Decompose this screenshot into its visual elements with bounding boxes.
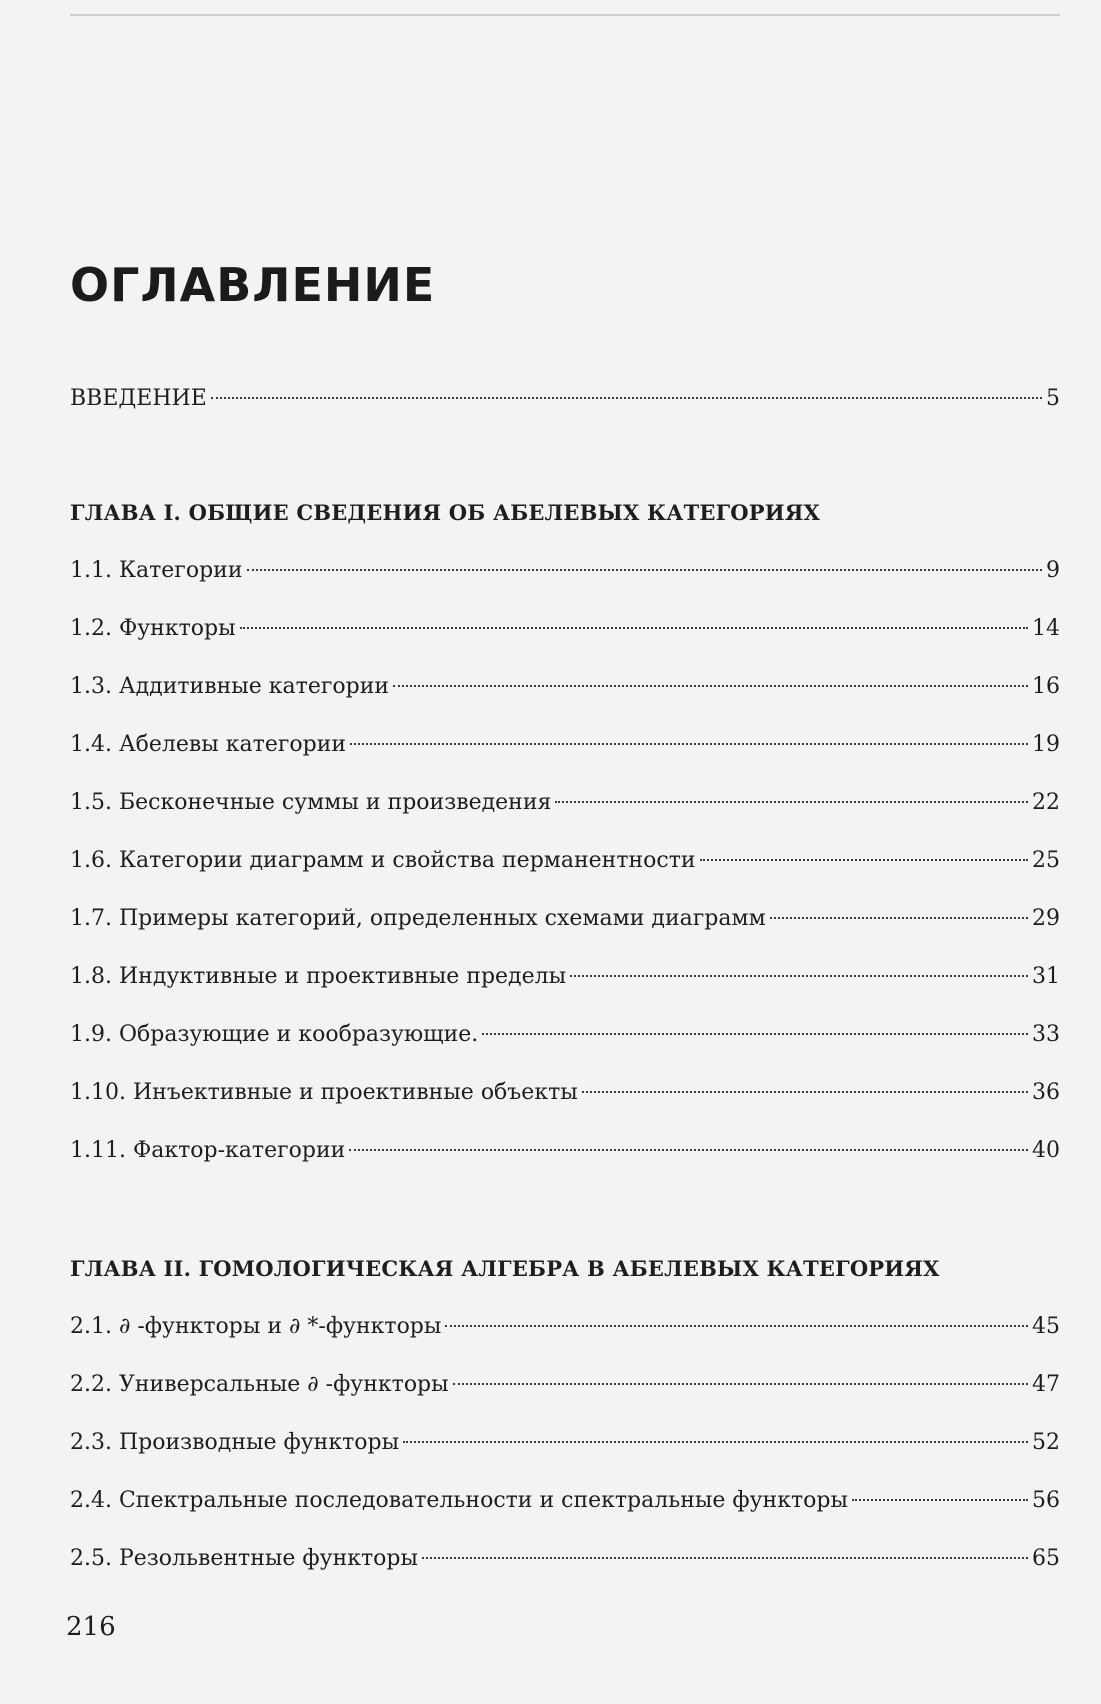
toc-entry — [70, 902, 1060, 936]
toc-entry — [70, 1134, 1060, 1168]
page-number: 216 — [66, 1612, 116, 1642]
toc-entry-page: 56 — [1032, 1488, 1060, 1513]
chapter-heading-1: ГЛАВА I. ОБЩИЕ СВЕДЕНИЯ ОБ АБЕЛЕВЫХ КАТЕГОРИЯХ — [70, 500, 821, 525]
toc-entry-label: 2.3. Производные функторы — [70, 1430, 400, 1455]
toc-entry — [70, 1018, 1060, 1052]
toc-entry-intro — [70, 382, 1060, 416]
toc-entry — [70, 960, 1060, 994]
dot-leader — [482, 1033, 1028, 1035]
dot-leader — [770, 917, 1028, 919]
toc-entry — [70, 1484, 1060, 1518]
toc-entry-page: 33 — [1032, 1022, 1060, 1047]
toc-entry — [70, 1076, 1060, 1110]
dot-leader — [453, 1383, 1028, 1385]
dot-leader — [422, 1557, 1028, 1559]
toc-entry-page: 16 — [1032, 674, 1060, 699]
toc-entry-page: 40 — [1032, 1138, 1060, 1163]
toc-entry-label: 2.1. ∂ -функторы и ∂ *-функторы — [70, 1314, 442, 1339]
toc-entry-label: 1.7. Примеры категорий, определенных схемами диаграмм — [70, 906, 766, 931]
toc-entry — [70, 612, 1060, 646]
toc-entry-label: 2.4. Спектральные последовательности и спектральные функторы — [70, 1488, 848, 1513]
toc-entry — [70, 844, 1060, 878]
toc-entry-label: 2.2. Универсальные ∂ -функторы — [70, 1372, 449, 1397]
toc-entry — [70, 728, 1060, 762]
toc-entry-page: 19 — [1032, 732, 1060, 757]
toc-entry — [70, 1368, 1060, 1402]
toc-entry-label: 2.5. Резольвентные функторы — [70, 1546, 419, 1571]
toc-entry-page: 25 — [1032, 848, 1060, 873]
dot-leader — [570, 975, 1028, 977]
toc-entry-page: 52 — [1032, 1430, 1060, 1455]
toc-entry — [70, 1542, 1060, 1576]
toc-entry — [70, 1310, 1060, 1344]
toc-entry-label: 1.10. Инъективные и проективные объекты — [70, 1080, 578, 1105]
toc-entry — [70, 786, 1060, 820]
toc-entry-page: 31 — [1032, 964, 1060, 989]
toc-entry — [70, 1426, 1060, 1460]
toc-entry-page: 14 — [1032, 616, 1060, 641]
dot-leader — [393, 685, 1028, 687]
toc-entry-page: 5 — [1046, 386, 1060, 411]
dot-leader — [852, 1499, 1028, 1501]
dot-leader — [247, 569, 1043, 571]
toc-entry-label: 1.11. Фактор-категории — [70, 1138, 346, 1163]
toc-entry — [70, 554, 1060, 588]
toc-entry-label: 1.9. Образующие и кообразующие. — [70, 1022, 479, 1047]
toc-entry-page: 9 — [1046, 558, 1060, 583]
toc-entry-page: 65 — [1032, 1546, 1060, 1571]
toc-entry-page: 47 — [1032, 1372, 1060, 1397]
toc-entry-label: 1.4. Абелевы категории — [70, 732, 347, 757]
top-rule — [70, 14, 1060, 16]
toc-entry-label: ВВЕДЕНИЕ — [70, 386, 207, 411]
dot-leader — [403, 1441, 1028, 1443]
chapter-heading-2: ГЛАВА II. ГОМОЛОГИЧЕСКАЯ АЛГЕБРА В АБЕЛЕВЫХ КАТЕГОРИЯХ — [70, 1256, 940, 1281]
toc-entry-label: 1.3. Аддитивные категории — [70, 674, 390, 699]
dot-leader — [350, 743, 1028, 745]
toc-entry-page: 22 — [1032, 790, 1060, 815]
toc-entry-label: 1.6. Категории диаграмм и свойства перманентности — [70, 848, 696, 873]
dot-leader — [700, 859, 1028, 861]
toc-entry — [70, 670, 1060, 704]
dot-leader — [240, 627, 1028, 629]
toc-entry-label: 1.1. Категории — [70, 558, 243, 583]
dot-leader — [445, 1325, 1028, 1327]
toc-entry-label: 1.2. Функторы — [70, 616, 236, 641]
dot-leader — [555, 801, 1028, 803]
dot-leader — [211, 397, 1042, 399]
dot-leader — [582, 1091, 1028, 1093]
dot-leader — [349, 1149, 1028, 1151]
toc-entry-page: 45 — [1032, 1314, 1060, 1339]
toc-entry-page: 29 — [1032, 906, 1060, 931]
toc-entry-label: 1.5. Бесконечные суммы и произведения — [70, 790, 552, 815]
toc-entry-page: 36 — [1032, 1080, 1060, 1105]
toc-entry-label: 1.8. Индуктивные и проективные пределы — [70, 964, 567, 989]
page-title: ОГЛАВЛЕНИЕ — [70, 258, 436, 312]
